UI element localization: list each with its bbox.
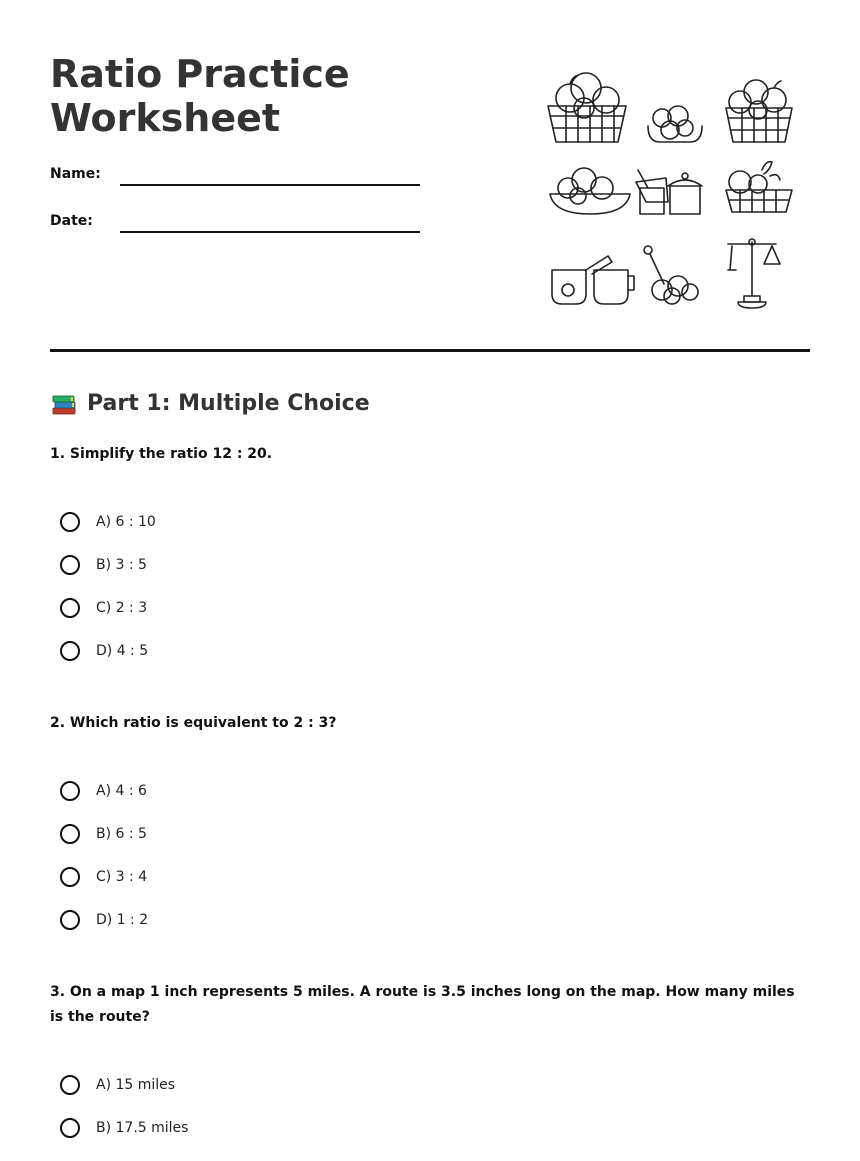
date-field bbox=[50, 213, 430, 243]
question-1-option-c[interactable] bbox=[60, 595, 147, 621]
option-label: C) 2 : 3 bbox=[96, 600, 148, 616]
worksheet-title: Ratio Practice Worksheet bbox=[50, 52, 350, 140]
fruit-and-kitchen-illustration bbox=[540, 70, 810, 320]
header-divider bbox=[50, 349, 810, 352]
option-label: C) 3 : 4 bbox=[96, 869, 148, 885]
measuring-cups-icon bbox=[636, 170, 702, 214]
name-label: Name: bbox=[50, 166, 101, 182]
radio-button[interactable] bbox=[60, 824, 80, 844]
option-label: D) 1 : 2 bbox=[96, 912, 149, 928]
option-label: D) 4 : 5 bbox=[96, 643, 149, 659]
question-1: 1. Simplify the ratio 12 : 20. bbox=[50, 446, 273, 462]
option-label: A) 15 miles bbox=[96, 1077, 176, 1093]
question-2-option-d[interactable] bbox=[60, 907, 148, 933]
radio-button[interactable] bbox=[60, 910, 80, 930]
question-3-option-b[interactable] bbox=[60, 1115, 188, 1141]
question-1-option-b[interactable] bbox=[60, 552, 147, 578]
question-3-option-a[interactable] bbox=[60, 1072, 175, 1098]
fruit-bowl-icon bbox=[550, 168, 630, 214]
name-blank-line[interactable] bbox=[120, 184, 420, 186]
option-label: B) 17.5 miles bbox=[96, 1120, 189, 1136]
question-2-option-a[interactable] bbox=[60, 778, 147, 804]
radio-button[interactable] bbox=[60, 641, 80, 661]
fruit-basket-icon bbox=[726, 80, 792, 142]
question-2-option-b[interactable] bbox=[60, 821, 147, 847]
part1-heading-text: Part 1: Multiple Choice bbox=[87, 391, 370, 416]
fruit-bowl-icon bbox=[644, 246, 698, 304]
radio-button[interactable] bbox=[60, 555, 80, 575]
balance-scale-icon bbox=[728, 239, 780, 308]
radio-button[interactable] bbox=[60, 781, 80, 801]
radio-button[interactable] bbox=[60, 1118, 80, 1138]
fruit-bowl-icon bbox=[648, 106, 702, 142]
option-label: B) 6 : 5 bbox=[96, 826, 147, 842]
books-icon bbox=[50, 390, 78, 418]
option-label: A) 4 : 6 bbox=[96, 783, 147, 799]
question-3: 3. On a map 1 inch represents 5 miles. A route is 3.5 inches long on the map. How many miles is the route? bbox=[50, 984, 795, 1025]
option-label: A) 6 : 10 bbox=[96, 514, 156, 530]
question-1-option-a[interactable] bbox=[60, 509, 156, 535]
measuring-cups-icon bbox=[552, 256, 634, 304]
radio-button[interactable] bbox=[60, 867, 80, 887]
date-label: Date: bbox=[50, 213, 93, 229]
radio-button[interactable] bbox=[60, 1075, 80, 1095]
date-blank-line[interactable] bbox=[120, 231, 420, 233]
fruit-basket-icon bbox=[726, 162, 792, 212]
part1-heading bbox=[50, 388, 370, 420]
radio-button[interactable] bbox=[60, 512, 80, 532]
question-1-option-d[interactable] bbox=[60, 638, 148, 664]
question-2-option-c[interactable] bbox=[60, 864, 147, 890]
option-label: B) 3 : 5 bbox=[96, 557, 147, 573]
radio-button[interactable] bbox=[60, 598, 80, 618]
question-2: 2. Which ratio is equivalent to 2 : 3? bbox=[50, 715, 337, 731]
name-field bbox=[50, 166, 430, 196]
fruit-basket-icon bbox=[548, 73, 626, 142]
